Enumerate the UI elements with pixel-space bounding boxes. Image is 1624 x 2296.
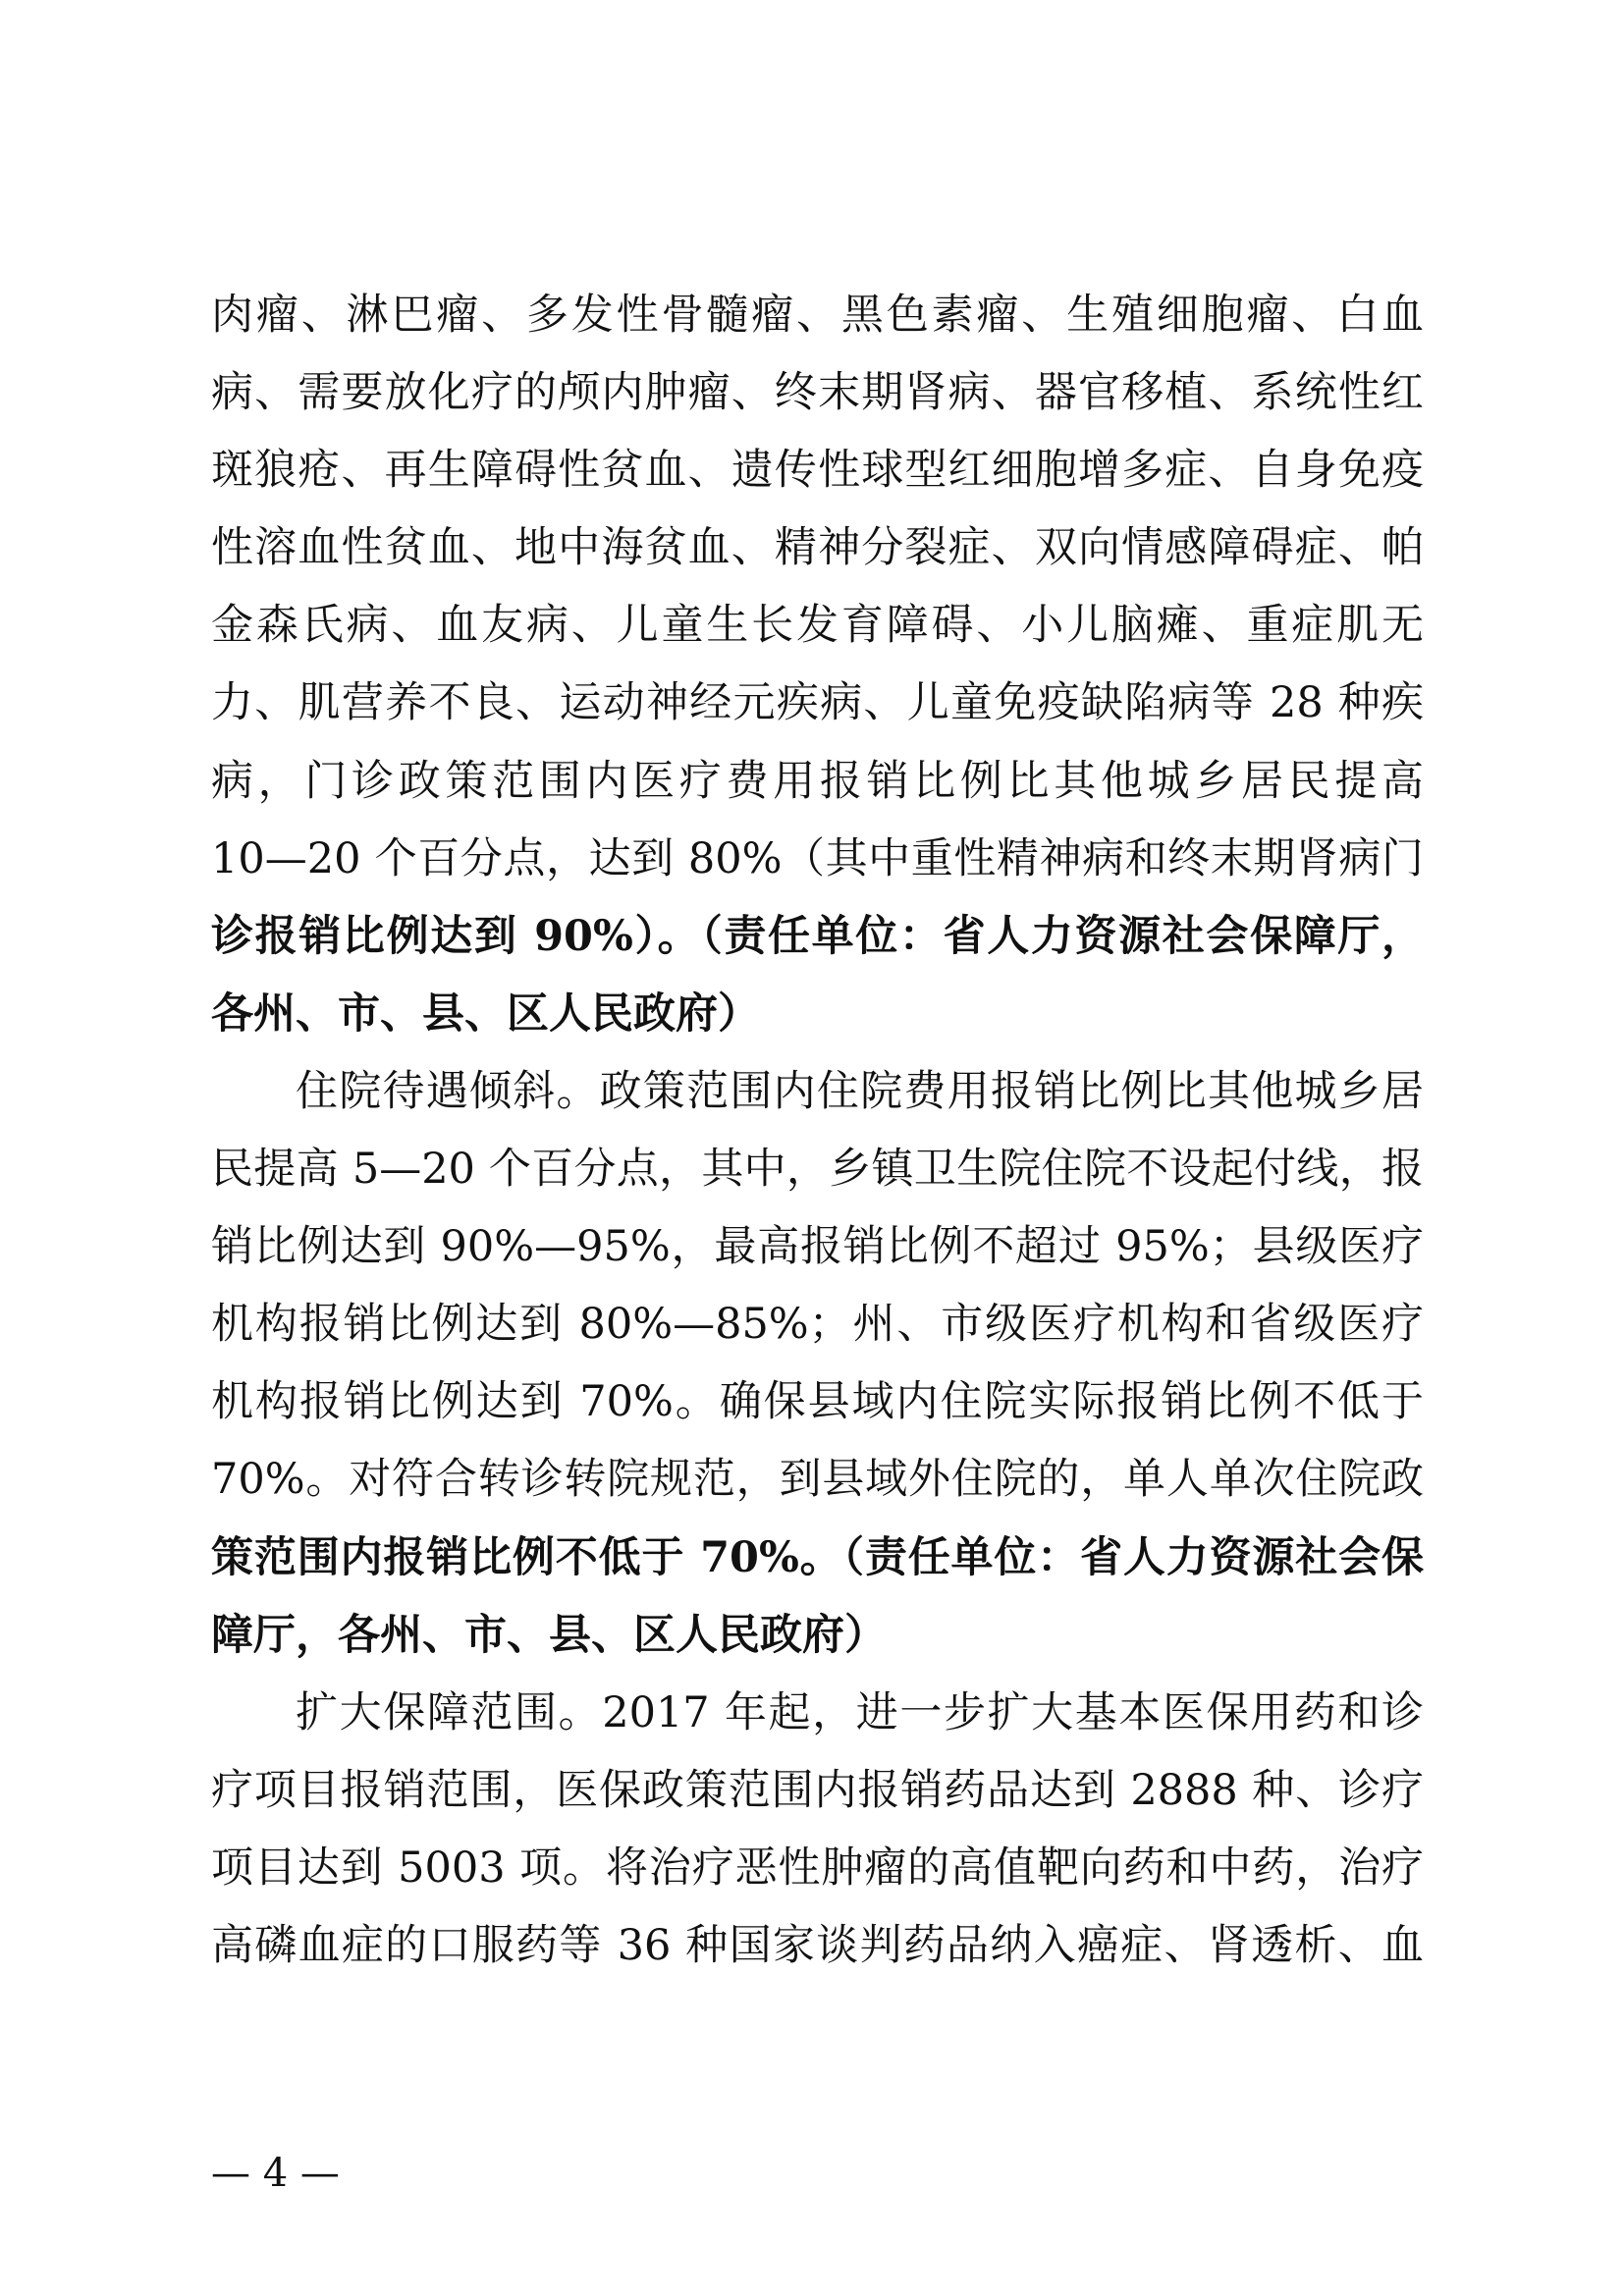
paragraph-start-line: 住院待遇倾斜。政策范围内住院费用报销比例比其他城乡居 bbox=[296, 1066, 1424, 1116]
text-line: 机构报销比例达到 80%—85%；州、市级医疗机构和省级医疗 bbox=[211, 1300, 1424, 1350]
text-line: 民提高 5—20 个百分点，其中，乡镇卫生院住院不设起付线，报 bbox=[211, 1145, 1424, 1195]
text-line: 肉瘤、淋巴瘤、多发性骨髓瘤、黑色素瘤、生殖细胞瘤、白血 bbox=[211, 291, 1424, 340]
text-line: 病，门诊政策范围内医疗费用报销比例比其他城乡居民提高 bbox=[211, 756, 1424, 806]
text-line: 金森氏病、血友病、儿童生长发育障碍、小儿脑瘫、重症肌无 bbox=[211, 601, 1424, 651]
text-line: 销比例达到 90%—95%，最高报销比例不超过 95%；县级医疗 bbox=[211, 1222, 1424, 1272]
text-line: 机构报销比例达到 70%。确保县域内住院实际报销比例不低于 bbox=[211, 1377, 1424, 1427]
text-line: 高磷血症的口服药等 36 种国家谈判药品纳入癌症、肾透析、血 bbox=[211, 1920, 1424, 1970]
paragraph-start-line: 扩大保障范围。2017 年起，进一步扩大基本医保用药和诊 bbox=[296, 1687, 1424, 1737]
body-text bbox=[211, 277, 1424, 1985]
text-line: 各州、市、县、区人民政府） bbox=[211, 988, 760, 1039]
text-line: 性溶血性贫血、地中海贫血、精神分裂症、双向情感障碍症、帕 bbox=[211, 523, 1424, 573]
text-line: 力、肌营养不良、运动神经元疾病、儿童免疫缺陷病等 28 种疾 bbox=[211, 678, 1424, 728]
text-line: 项目达到 5003 项。将治疗恶性肿瘤的高值靶向药和中药，治疗 bbox=[211, 1842, 1424, 1893]
page-number: — 4 — bbox=[211, 2151, 340, 2196]
text-line: 诊报销比例达到 90%）。（责任单位：省人力资源社会保障厅， bbox=[211, 911, 1424, 961]
text-line: 10—20 个百分点，达到 80%（其中重性精神病和终末期肾病门 bbox=[211, 833, 1424, 883]
text-line: 70%。对符合转诊转院规范，到县域外住院的，单人单次住院政 bbox=[211, 1455, 1424, 1505]
text-line: 病、需要放化疗的颅内肿瘤、终末期肾病、器官移植、系统性红 bbox=[211, 368, 1424, 418]
text-line: 策范围内报销比例不低于 70%。（责任单位：省人力资源社会保 bbox=[211, 1532, 1424, 1582]
text-line: 疗项目报销范围，医保政策范围内报销药品达到 2888 种、诊疗 bbox=[211, 1765, 1424, 1815]
text-line: 障厅，各州、市、县、区人民政府） bbox=[211, 1610, 887, 1660]
text-line: 斑狼疮、再生障碍性贫血、遗传性球型红细胞增多症、自身免疫 bbox=[211, 446, 1424, 496]
